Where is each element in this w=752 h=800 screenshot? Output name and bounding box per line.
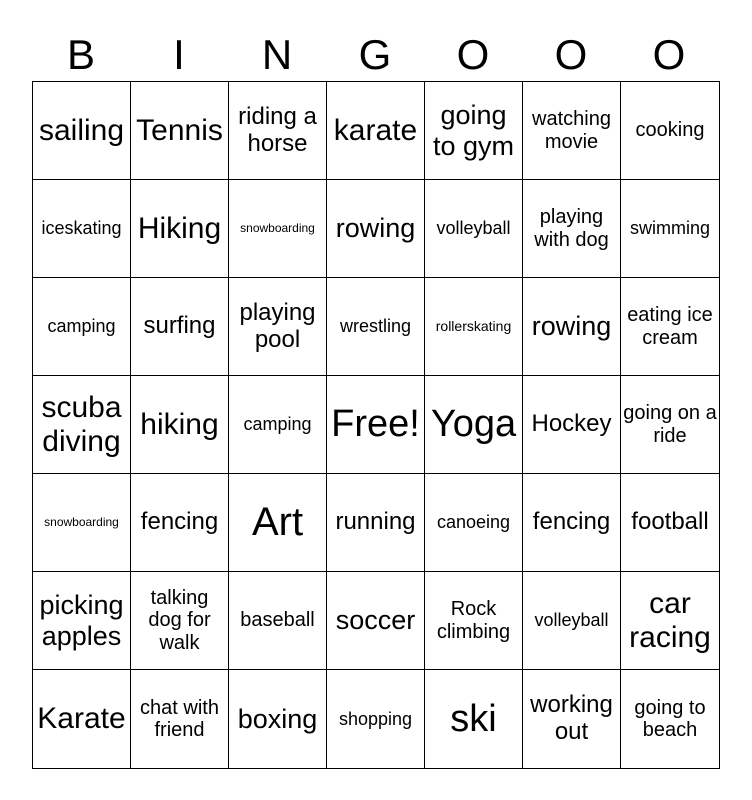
bingo-cell[interactable] <box>229 180 327 278</box>
header-letter-o-3: O <box>652 31 686 78</box>
bingo-cell[interactable] <box>621 376 719 474</box>
cell-label: going to beach <box>634 696 706 741</box>
bingo-cell[interactable] <box>621 82 719 180</box>
cell-label: soccer <box>335 605 416 636</box>
cell-label: playing pool <box>239 298 316 353</box>
bingo-cell[interactable] <box>33 474 131 572</box>
header-letter-b: B <box>66 31 95 78</box>
bingo-cell[interactable] <box>523 82 621 180</box>
cell-label: Tennis <box>136 113 223 147</box>
bingo-cell[interactable] <box>425 376 523 474</box>
cell-label: Hiking <box>137 211 222 245</box>
cell-label: working out <box>530 691 613 745</box>
bingo-cell[interactable] <box>425 180 523 278</box>
bingo-cell[interactable] <box>327 572 425 670</box>
bingo-cell[interactable] <box>425 278 523 376</box>
cell-label: camping <box>47 316 116 337</box>
bingo-cell[interactable] <box>131 670 229 768</box>
cell-label: snowboarding <box>240 220 315 235</box>
bingo-cell[interactable] <box>621 474 719 572</box>
cell-label: going to gym <box>432 100 515 161</box>
cell-label: wrestling <box>339 316 412 337</box>
bingo-cell[interactable] <box>621 180 719 278</box>
cell-label: Yoga <box>430 403 517 446</box>
bingo-cell[interactable] <box>229 376 327 474</box>
bingo-cell[interactable] <box>621 572 719 670</box>
header-letter-i: I <box>173 31 185 78</box>
bingo-cell[interactable] <box>523 376 621 474</box>
cell-label: boxing <box>237 703 318 734</box>
bingo-cell[interactable] <box>425 670 523 768</box>
cell-label: canoeing <box>436 512 511 533</box>
cell-label: chat with friend <box>140 696 219 741</box>
cell-label: rowing <box>531 311 612 342</box>
bingo-cell[interactable] <box>327 474 425 572</box>
cell-label: football <box>631 508 709 536</box>
cell-label: cooking <box>635 119 705 142</box>
cell-label: iceskating <box>41 218 122 239</box>
bingo-cell[interactable] <box>131 474 229 572</box>
cell-label: running <box>335 508 416 536</box>
cell-label: watching movie <box>532 108 611 153</box>
header-letter-n: N <box>261 31 293 78</box>
bingo-cell[interactable] <box>621 670 719 768</box>
bingo-header <box>32 28 718 82</box>
cell-label: rollerskating <box>435 317 512 334</box>
bingo-cell[interactable] <box>229 474 327 572</box>
cell-label: volleyball <box>436 218 511 239</box>
cell-label: playing with dog <box>534 206 609 251</box>
bingo-cell[interactable] <box>327 82 425 180</box>
bingo-cell[interactable] <box>327 278 425 376</box>
cell-label: sailing <box>38 113 125 147</box>
bingo-board <box>32 81 720 769</box>
cell-label: swimming <box>629 218 710 239</box>
cell-label: shopping <box>338 708 413 729</box>
cell-label: snowboarding <box>44 514 119 529</box>
bingo-cell[interactable] <box>229 278 327 376</box>
cell-label: car racing <box>629 586 711 654</box>
cell-label: rowing <box>335 213 416 244</box>
cell-label: scuba diving <box>41 390 122 458</box>
bingo-cell[interactable] <box>33 180 131 278</box>
cell-label: hiking <box>140 407 219 441</box>
bingo-cell[interactable] <box>425 474 523 572</box>
cell-label: camping <box>243 414 312 435</box>
cell-label: volleyball <box>534 610 609 631</box>
bingo-cell[interactable] <box>425 82 523 180</box>
cell-label: fencing <box>532 508 611 536</box>
cell-label: ski <box>450 697 497 740</box>
cell-label: Karate <box>37 702 126 736</box>
header-letter-g: G <box>358 31 392 78</box>
bingo-cell[interactable] <box>33 572 131 670</box>
bingo-cell[interactable] <box>523 278 621 376</box>
cell-label: picking apples <box>39 590 124 651</box>
cell-label: riding a horse <box>238 102 317 157</box>
bingo-cell[interactable] <box>523 572 621 670</box>
cell-label: Hockey <box>531 410 612 438</box>
bingo-cell[interactable] <box>131 82 229 180</box>
bingo-cell[interactable] <box>229 670 327 768</box>
cell-label: Free! <box>331 403 420 446</box>
cell-label: fencing <box>140 508 219 536</box>
bingo-cell[interactable] <box>131 278 229 376</box>
bingo-cell[interactable] <box>523 180 621 278</box>
bingo-cell[interactable] <box>621 278 719 376</box>
cell-label: surfing <box>143 312 216 340</box>
bingo-cell[interactable] <box>229 572 327 670</box>
cell-label: karate <box>333 113 418 147</box>
cell-label: Rock climbing <box>436 598 511 643</box>
bingo-cell[interactable] <box>131 376 229 474</box>
bingo-cell[interactable] <box>523 474 621 572</box>
bingo-cell[interactable] <box>131 572 229 670</box>
bingo-cell[interactable] <box>425 572 523 670</box>
bingo-cell[interactable] <box>327 670 425 768</box>
bingo-cell[interactable] <box>33 82 131 180</box>
free-space-cell[interactable] <box>327 376 425 474</box>
cell-label: eating ice cream <box>627 304 713 349</box>
bingo-cell[interactable] <box>33 670 131 768</box>
bingo-cell[interactable] <box>229 82 327 180</box>
bingo-cell[interactable] <box>33 376 131 474</box>
bingo-cell[interactable] <box>33 278 131 376</box>
header-letter-o-1: O <box>456 31 490 78</box>
bingo-cell[interactable] <box>327 180 425 278</box>
bingo-cell[interactable] <box>131 180 229 278</box>
cell-label: talking dog for walk <box>148 586 211 654</box>
header-letter-o-2: O <box>554 31 588 78</box>
bingo-cell[interactable] <box>523 670 621 768</box>
cell-label: baseball <box>240 609 315 632</box>
cell-label: Art <box>251 500 304 545</box>
cell-label: going on a ride <box>623 402 717 447</box>
